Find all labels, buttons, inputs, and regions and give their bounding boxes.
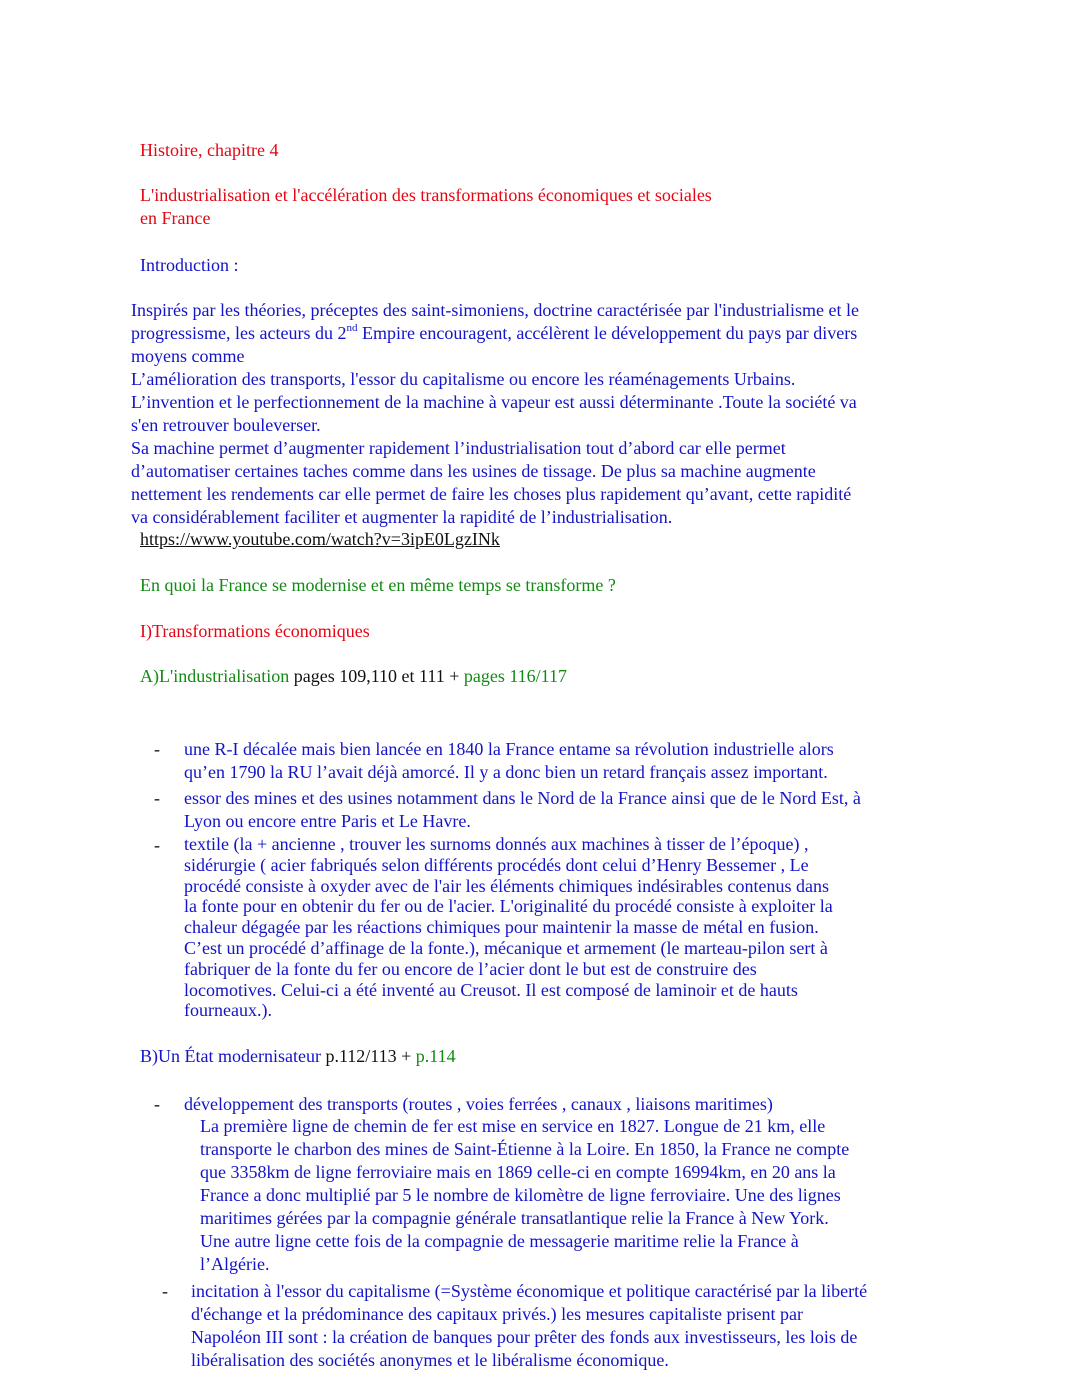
list-item-line: libéralisation des sociétés anonymes et le libéralisme économique. [191,1350,669,1370]
list-item-line: d'échange et la prédominance des capitaux privés.) les mesures capitaliste prisent par [191,1304,803,1324]
section-b-label: B)Un État modernisateur [140,1046,321,1066]
list-item [184,834,833,1021]
list-item-line: fourneaux.). [184,1000,272,1021]
section-a-pages: pages 109,110 et 111 + [289,666,464,686]
list-item-line: C’est un procédé d’affinage de la fonte.), mécanique et armement (le marteau-pilon sert à [184,937,828,958]
part-1-title: I)Transformations économiques [140,621,370,641]
intro-line: L’amélioration des transports, l'essor du capitalisme ou encore les réaménagements Urbains. [131,369,796,389]
list-item-line: sidérurgie ( acier fabriqués selon différents procédés dont celui d’Henry Bessemer , Le [184,854,809,875]
list-item-body [200,1115,849,1276]
list-item-line: textile (la + ancienne , trouver les surnoms donnés aux machines à tisser de l’époque) , [184,834,809,854]
list-item [184,787,861,833]
intro-line: d’automatiser certaines taches comme dans les usines de tissage. De plus sa machine augmente [131,461,816,481]
list-item-line: qu’en 1790 la RU l’avait déjà amorcé. Il y a donc bien un retard français assez important. [184,762,828,782]
list-item-line: procédé consiste à oxyder avec de l'air les éléments chimiques indésirables contenus dans [184,875,830,896]
section-a-heading [140,665,567,688]
list-item-line: Une autre ligne cette fois de la compagnie de messagerie maritime relie la France à [200,1231,799,1251]
section-b-heading [140,1045,456,1068]
bullet-dash: - [154,1094,160,1114]
bullet-dash: - [154,739,160,759]
list-item-line: France a donc multiplié par 5 le nombre de kilomètre de ligne ferroviaire. Une des lignes [200,1185,841,1205]
superscript: nd [346,322,358,334]
list-item [191,1280,867,1372]
bullet-dash: - [154,788,160,808]
list-item-line: l’Algérie. [200,1254,270,1274]
list-item [184,738,834,784]
section-b-pages: p.112/113 + [320,1046,416,1066]
intro-line: L’invention et le perfectionnement de la machine à vapeur est aussi déterminante .Toute la société va [131,392,857,412]
list-item-line: Napoléon III sont : la création de banques pour prêter des fonds aux investisseurs, les lois de [191,1327,858,1347]
list-item-line: incitation à l'essor du capitalisme (=Système économique et politique caractérisé par la liberté [191,1281,868,1301]
list-item-line: transporte le charbon des mines de Saint-Étienne à la Loire. En 1850, la France ne compte [200,1139,850,1159]
bullet-dash: - [162,1281,168,1301]
list-item-line: Lyon ou encore entre Paris et Le Havre. [184,811,471,831]
section-a-pages-extra: pages 116/117 [463,666,568,686]
list-item-line: la fonte pour en obtenir du fer ou de l'acier. L'originalité du procédé consiste à exploiter la [184,896,833,917]
intro-heading: Introduction : [140,255,239,275]
list-item-line: La première ligne de chemin de fer est mise en service en 1827. Longue de 21 km, elle [200,1116,826,1136]
list-item-line: essor des mines et des usines notamment dans le Nord de la France ainsi que de le Nord Est, à [184,788,861,808]
problem-question: En quoi la France se modernise et en même temps se transforme ? [140,575,616,595]
bullet-dash: - [154,835,160,855]
youtube-link[interactable]: https://www.youtube.com/watch?v=3ipE0LgzINk [140,529,500,549]
section-a-label: A)L'industrialisation [140,666,290,686]
list-item-line: maritimes gérées par la compagnie générale transatlantique relie la France à New York. [200,1208,829,1228]
page-title-line-1: L'industrialisation et l'accélération des transformations économiques et sociales [140,185,712,205]
intro-line: Inspirés par les théories, préceptes des saint-simoniens, doctrine caractérisée par l'industrialisme et le [131,300,859,320]
section-b-pages-extra: p.114 [415,1046,456,1066]
intro-line: nettement les rendements car elle permet de faire les choses plus rapidement qu’avant, cette rapidité [131,484,852,504]
intro-line: s'en retrouver bouleverser. [131,415,321,435]
list-item-line: chaleur dégagée par les réactions chimiques pour maintenir la masse de métal en fusion. [184,917,819,938]
list-item-line: que 3358km de ligne ferroviaire mais en 1869 celle-ci en compte 16994km, en 20 ans la [200,1162,836,1182]
list-item-line: locomotives. Celui-ci a été inventé au Creusot. Il est composé de laminoir et de hauts [184,979,798,1000]
intro-line: moyens comme [131,346,245,366]
chapter-label: Histoire, chapitre 4 [140,140,279,160]
intro-line [131,322,859,345]
intro-line: Sa machine permet d’augmenter rapidement l’industrialisation tout d’abord car elle permet [131,438,786,458]
intro-text: Empire encouragent, accélèrent le développement du pays par divers [357,323,858,343]
intro-text: progressisme, les acteurs du 2 [131,323,347,343]
list-item-line: une R-I décalée mais bien lancée en 1840 la France entame sa révolution industrielle alors [184,739,834,759]
list-item-head: développement des transports (routes , voies ferrées , canaux , liaisons maritimes) [184,1094,773,1114]
intro-line: va considérablement faciliter et augmenter la rapidité de l’industrialisation. [131,507,673,527]
intro-paragraph [131,299,859,529]
page-title-line-2: en France [140,208,211,228]
list-item-line: fabriquer de la fonte du fer ou encore de l’acier dont le but est de construire des [184,958,757,979]
